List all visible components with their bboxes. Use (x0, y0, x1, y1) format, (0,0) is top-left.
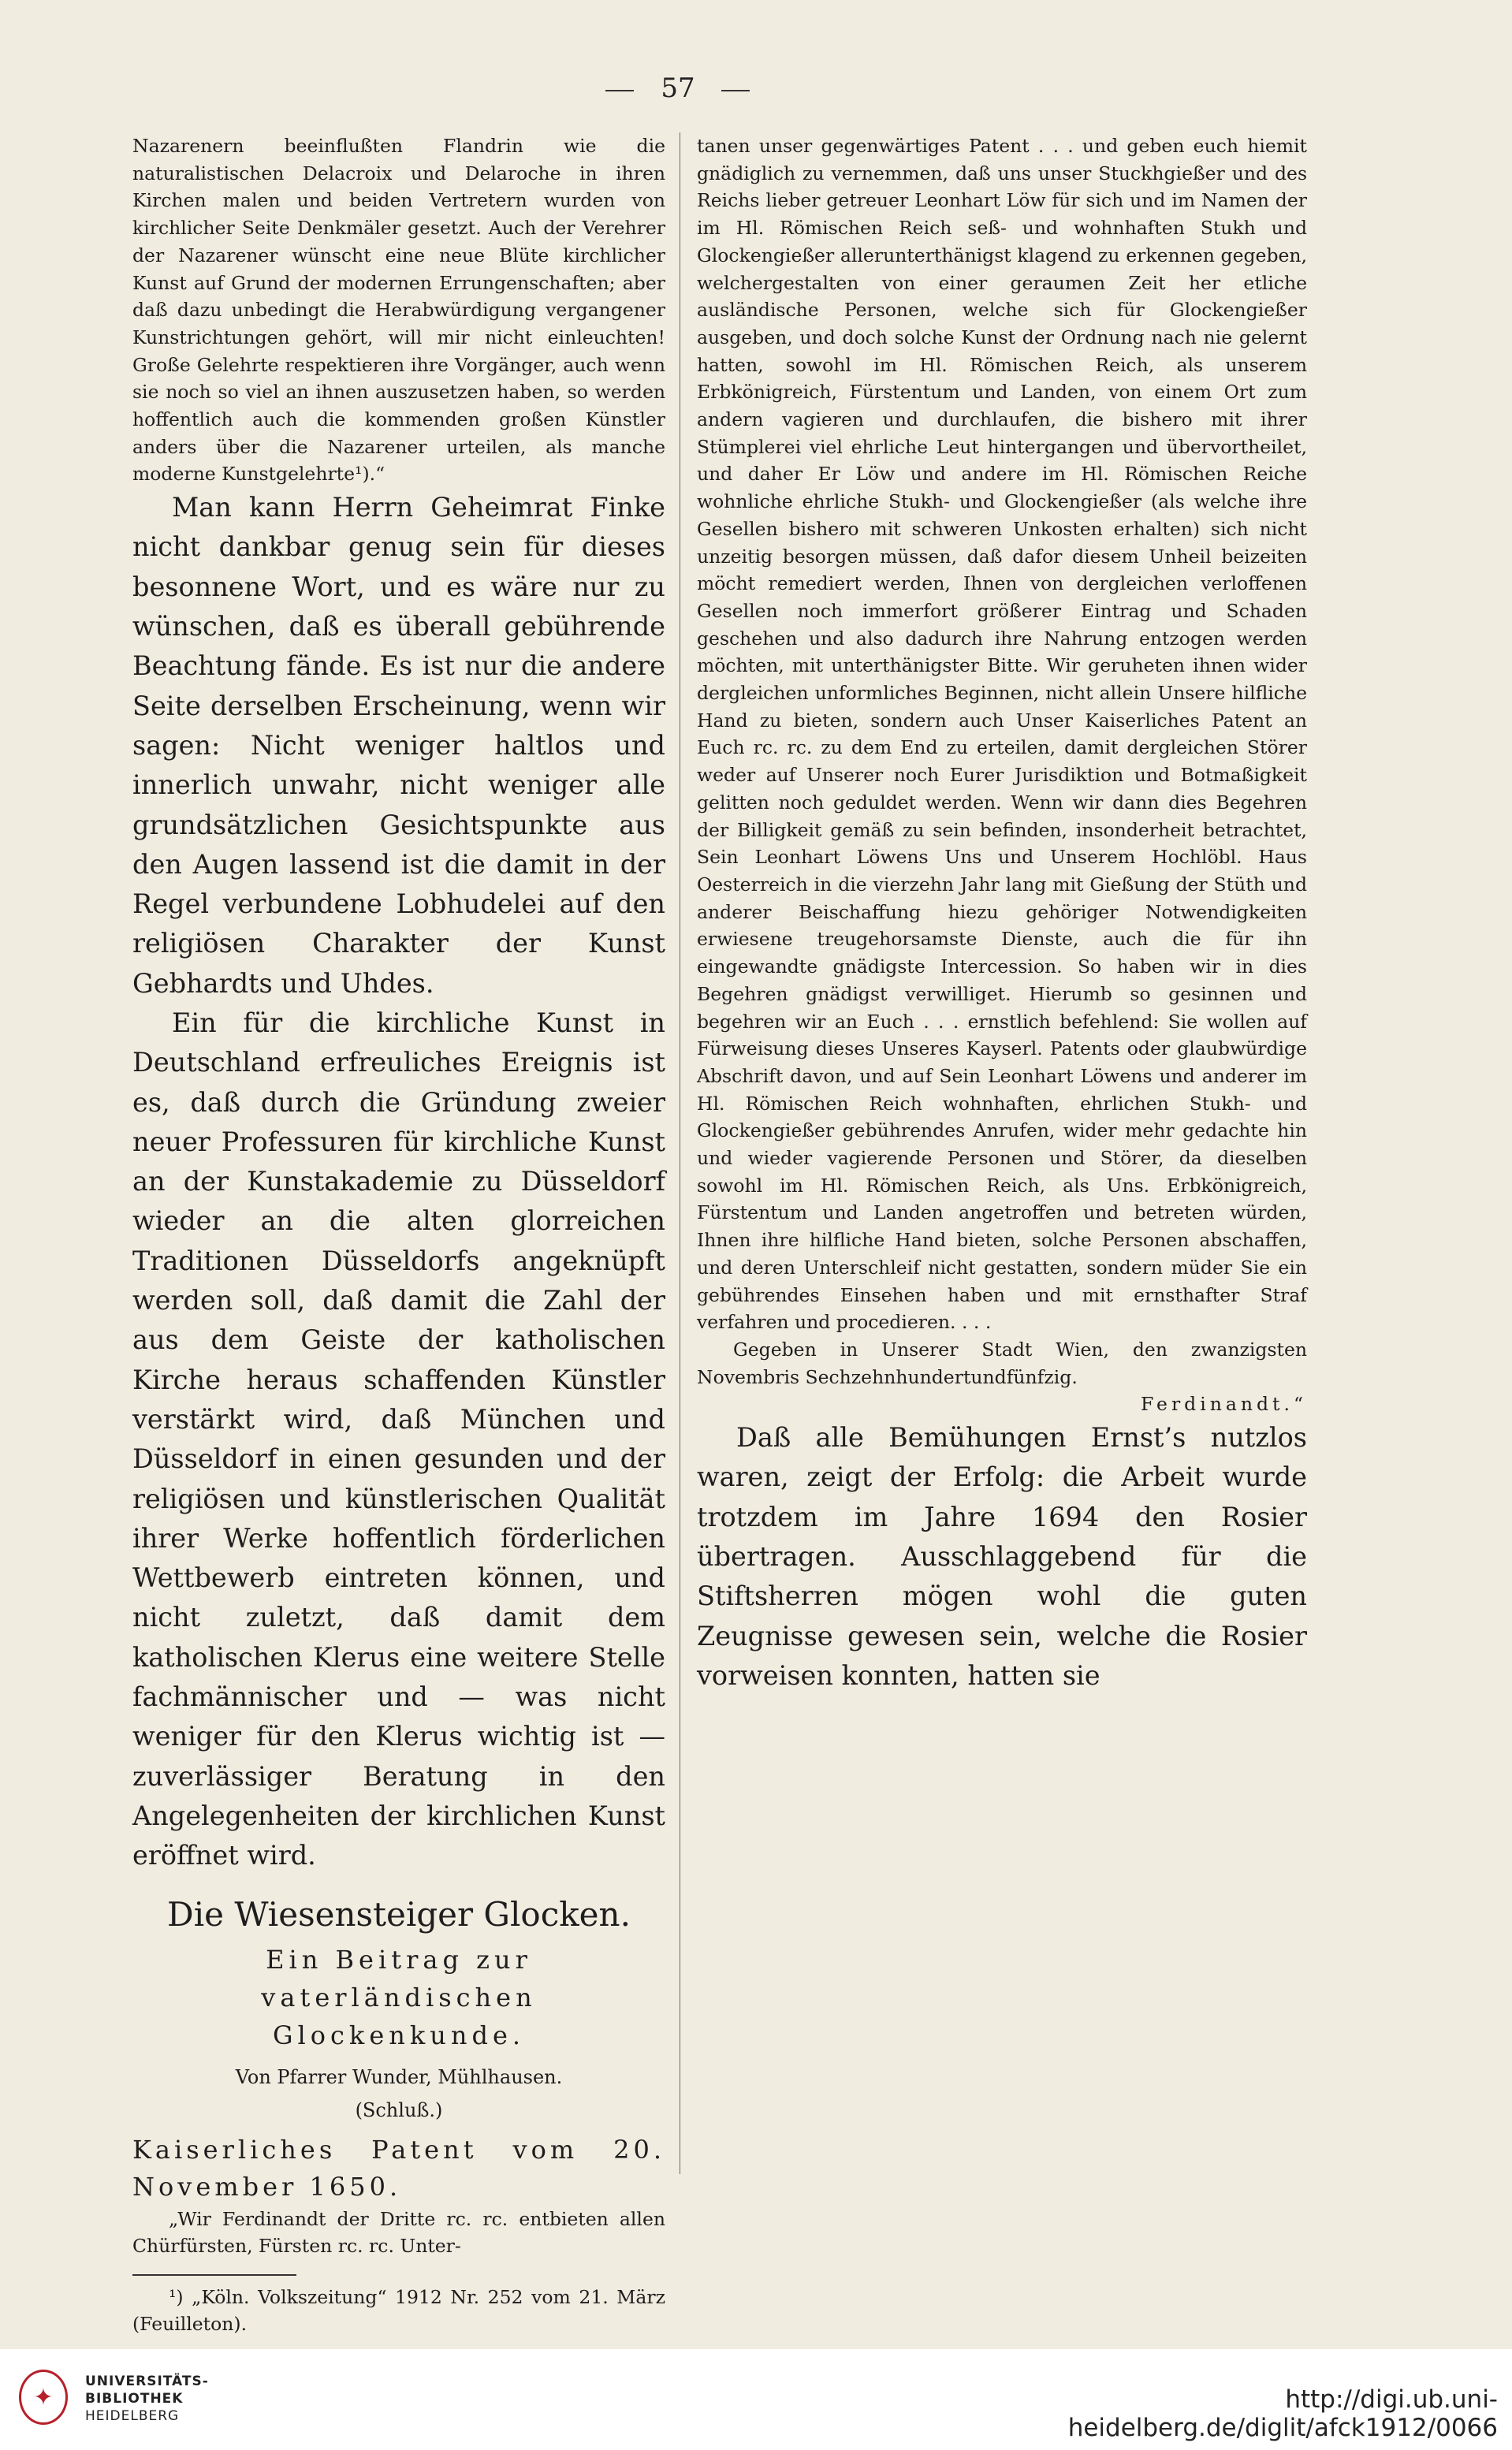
paragraph: Man kann Herrn Geheimrat Finke nicht dankbar genug sein für dieses besonnene Wort, und es wäre nur zu wünschen, daß es überall gebührende Beachtung fände. Es ist nur die andere Seite derselben Erscheinung, wenn wir sagen: Nicht weniger haltlos und innerlich unwahr, nicht weniger alle grundsätzlichen Gesichtspunkte aus den Augen lassend ist die damit in der Regel verbundene Lobhudelei auf den religiösen Charakter der Kunst Gebhardts und Uhdes. (132, 492, 665, 999)
page-number: 57 (661, 73, 695, 104)
library-name (85, 2373, 266, 2425)
signature: Ferdinandt.“ (1141, 1393, 1307, 1416)
article-title: Die Wiesensteiger Glocken. (167, 1894, 631, 1934)
paragraph: Nazarenern beeinflußten Flandrin wie die naturalistischen Delacroix und Delaroche in ihren Kirchen malen und beiden Vertretern wurden von kirchlicher Seite Denkmäler gesetzt. Auch der Verehrer der Nazarener wünscht eine neue Blüte kirchlicher Kunst auf Grund der modernen Errungenschaften; aber daß dazu unbedingt die Herabwürdigung vergangener Kunstrichtungen gehört, will mir nicht einleuchten! Große Gelehrte respektieren ihre Vorgänger, auch wenn sie noch so viel an ihnen auszusetzen haben, so werden hoffentlich auch die kommenden großen Künstler anders über die Nazarener urteilen, als manche moderne Kunstgelehrte¹).“ (132, 135, 665, 486)
header-dash-right (721, 90, 750, 91)
library-logo-icon: ✦ (19, 2370, 68, 2425)
page-header (0, 73, 1512, 104)
left-column (132, 132, 665, 2337)
paragraph: Gegeben in Unserer Stadt Wien, den zwanzigsten Novembris Sechzehnhundertundfünfzig. (697, 1338, 1307, 1388)
article-subtitle: Ein Beitrag zur vaterländischen Glockenkunde. (261, 1944, 537, 2050)
paragraph: tanen unser gegenwärtiges Patent . . . und geben euch hiemit gnädiglich zu vernemmen, daß uns unser Stuckhgießer und des Reichs lieber getreuer Leonhart Löw für sich und im Namen der im Hl. Römischen Reich seß- und wohnhaften Stukh und Glockengießer allerunterthänigst klagend zu erkennen gegeben, welchergestalten von einer geraumen Zeit her etliche ausländische Personen, welche sich für Glockengießer ausgeben, und doch solche Kunst der Ordnung nach nie gelernt hatten, sowohl im Hl. Römischen Reich, als unserem Erbkönigreich, Fürstentum und Landen, von einem Ort zum andern vagieren und durchlaufen, die bishero mit ihrer Stümplerei viel ehrliche Leut hintergangen und übervortheilet, und daher Er Löw und andere im Hl. Römischen Reiche wohnliche ehrliche Stukh- und Glockengießer (als welche ihre Gesellen bishero mit schweren Unkosten erhalten) sich nicht unzeitig besorgen müssen, daß dafor diesem Unheil beizeiten möcht remediert werden, Ihnen von dergleichen verloffenen Gesellen noch immerfort größerer Eintrag und Schaden geschehen und also dadurch ihre Nahrung entzogen werden möchten, mit unterthänigster Bitte. Wir geruheten ihnen wider dergleichen unformliches Beginnen, nicht allein Unsere hilfliche Hand zu bieten, sondern auch Unser Kaiserliches Patent an Euch rc. rc. zu dem End zu erteilen, damit dergleichen Störer weder auf Unserer noch Eurer Jurisdiktion und Botmaßigkeit gelitten noch geduldet werden. Wenn wir dann dies Begehren der Billigkeit gemäß zu sein befinden, insonderheit betrachtet, Sein Leonhart Löwens Uns und Unserem Hochlöbl. Haus Oesterreich in die vierzehn Jahr lang mit Gießung der Stüth und anderer Beischaffung hiezu gehöriger Notwendigkeiten erwiesene treugehorsamste Dienste, auch die für ihn eingewandte gnädigste Intercession. So haben wir in dies Begehren gnädigst verwilliget. Hierumb so gesinnen und begehren wir an Euch . . . ernstlich befehlend: Sie wollen auf Fürweisung dieses Unseres Kayserl. Patents oder glaubwürdige Abschrift davon, und auf Sein Leonhart Löwens und anderer im Hl. Römischen Reich wohnhaften, ehrlichen Stukh- und Glockengießer gebührendes Anrufen, wider mehr gedachte hin und wieder vagierende Personen und Störer, da dieselben sowohl im Hl. Römischen Reich, als Uns. Erbkönigreich, Fürstentum und Landen angetroffen und betreten würden, Ihnen ihre hilfliche Hand bieten, solche Personen abschaffen, und deren Unterschleif nicht gestatten, sondern müder Sie ein gebührendes Einsehen haben und mit ernsthafter Straf verfahren und procedieren. . . . (697, 135, 1307, 1334)
patent-heading: Kaiserliches Patent vom 20. November 1650. (132, 2134, 665, 2202)
library-name-line: BIBLIOTHEK (85, 2391, 184, 2407)
paragraph: Daß alle Bemühungen Ernst’s nutzlos waren, zeigt der Erfolg: die Arbeit wurde trotzdem im Jahre 1694 den Rosier übertragen. Ausschlaggebend für die Stiftsherren mögen wohl die guten Zeugnisse gewesen sein, welche die Rosier vorweisen konnten, hatten sie (697, 1422, 1307, 1691)
header-dash-left (605, 90, 634, 91)
footnote: ¹) „Köln. Volkszeitung“ 1912 Nr. 252 vom 21. März (Feuilleton). (132, 2285, 665, 2335)
footnote-rule (132, 2274, 296, 2276)
footer-bar (0, 2349, 1512, 2450)
right-column (697, 132, 1307, 1696)
article-author: Von Pfarrer Wunder, Mühlhausen. (235, 2065, 563, 2088)
paragraph: Ein für die kirchliche Kunst in Deutschland erfreuliches Ereignis ist es, daß durch die Gründung zweier neuer Professuren für kirchliche Kunst an der Kunstakademie zu Düsseldorf wieder an die alten glorreichen Traditionen Düsseldorfs angeknüpft werden soll, daß damit die Zahl der aus dem Geiste der katholischen Kirche heraus schaffenden Künstler verstärkt wird, daß München und Düsseldorf in einen gesunden und der religiösen und künstlerischen Qualität ihrer Werke hoffentlich förderlichen Wettbewerb eintreten können, und nicht zuletzt, daß damit dem katholischen Klerus eine weitere Stelle fachmännischer und — was nicht weniger für den Klerus wichtig ist — zuverlässiger Beratung in den Angelegenheiten der kirchlichen Kunst eröffnet wird. (132, 1007, 665, 1871)
article-conclusion-note: (Schluß.) (355, 2098, 443, 2121)
library-name-line: UNIVERSITÄTS- (85, 2374, 209, 2389)
library-name-line: HEIDELBERG (85, 2408, 180, 2424)
page-url-link[interactable]: http://digi.ub.uni-heidelberg.de/diglit/afck1912/0066 (1067, 2385, 1498, 2442)
paragraph: „Wir Ferdinandt der Dritte rc. rc. entbieten allen Chürfürsten, Fürsten rc. rc. Unter- (132, 2207, 665, 2258)
